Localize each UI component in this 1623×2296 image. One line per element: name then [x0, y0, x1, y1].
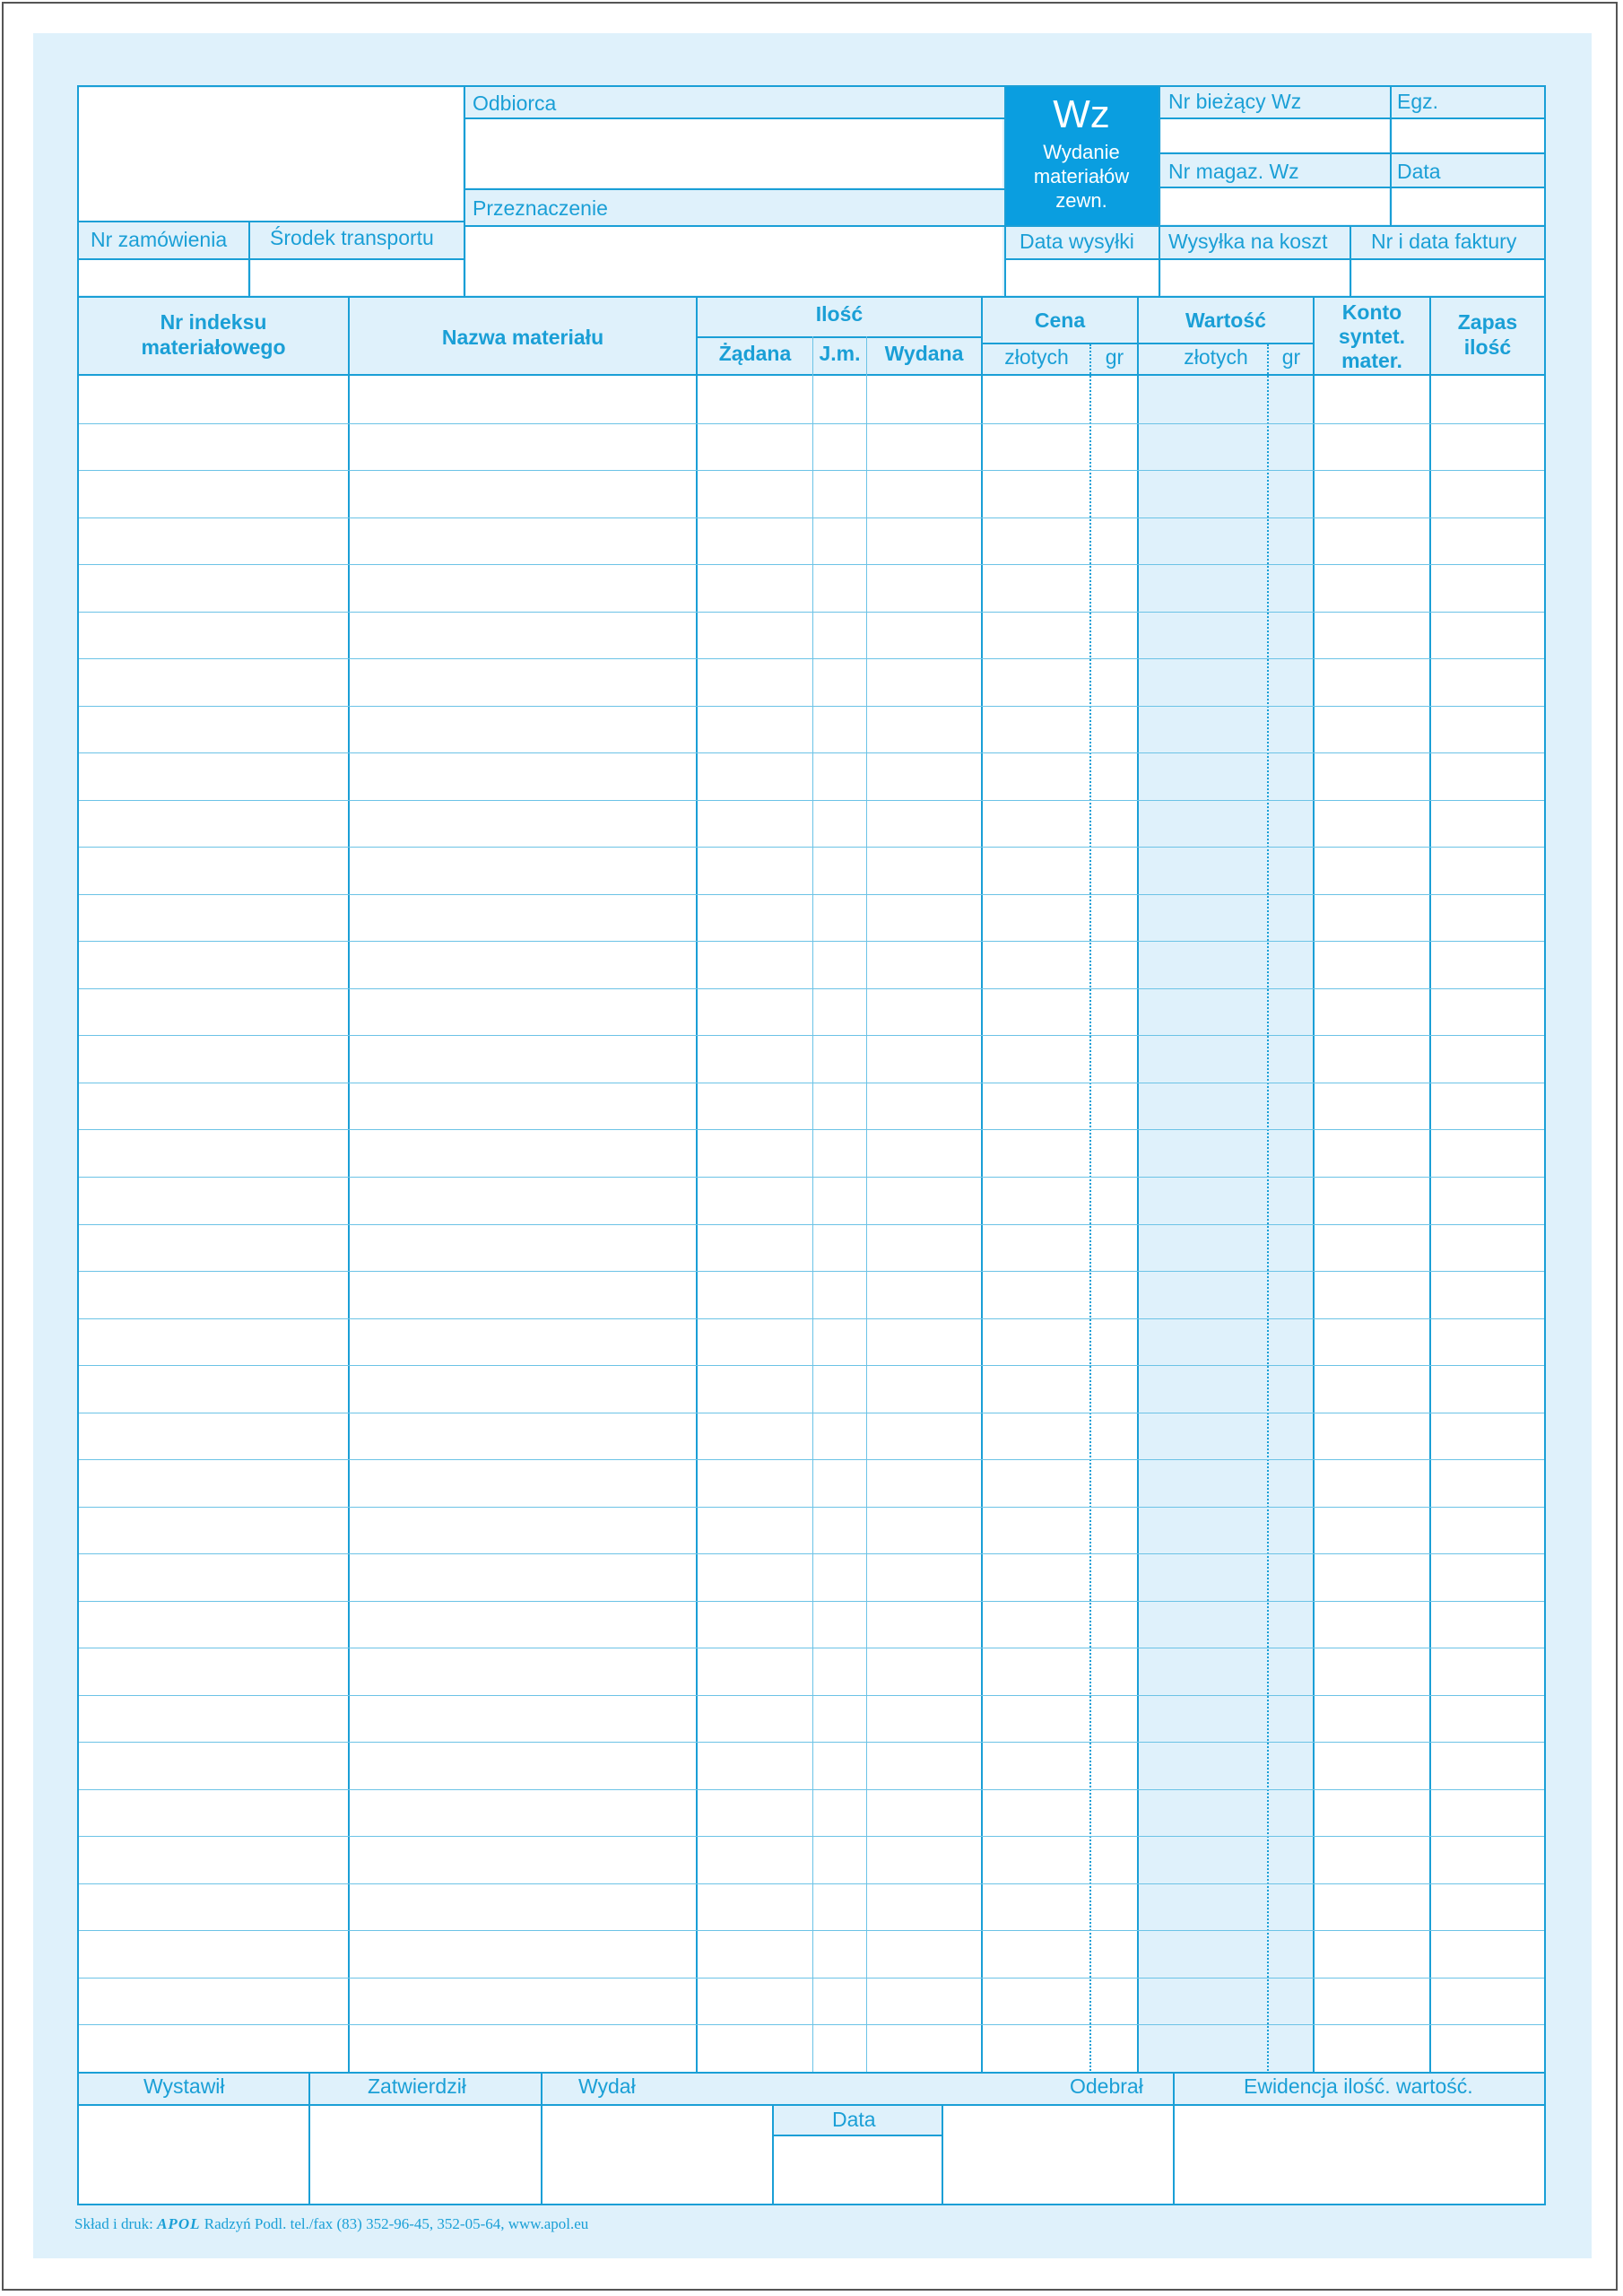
col-konto-3: mater.	[1341, 349, 1402, 372]
table-row-line	[79, 1978, 1544, 1979]
table-row-line	[79, 941, 1544, 942]
line	[77, 85, 79, 2205]
col-konto-2: syntet.	[1338, 325, 1406, 348]
przeznaczenie-label: Przeznaczenie	[473, 196, 608, 220]
egz-label: Egz.	[1397, 90, 1439, 113]
line	[1004, 258, 1546, 260]
form-subtitle-3: zewn.	[1055, 189, 1107, 212]
line	[464, 225, 1004, 227]
col-ilosc: Ilość	[815, 302, 864, 326]
line	[1089, 344, 1091, 2074]
line	[981, 343, 1313, 344]
line	[541, 2072, 542, 2205]
table-row-line	[79, 1883, 1544, 1884]
wystawil-label: Wystawił	[143, 2074, 225, 2098]
footer-prefix: Skład i druk:	[74, 2215, 153, 2232]
line	[248, 221, 250, 297]
data-wysylki-label: Data wysyłki	[1020, 230, 1134, 253]
line	[1390, 85, 1392, 225]
table-row-line	[79, 1930, 1544, 1931]
line	[1267, 344, 1269, 2074]
table-row-line	[79, 612, 1544, 613]
table-row-line	[79, 658, 1544, 659]
line	[1159, 152, 1546, 154]
apol-logo: APOL	[157, 2215, 201, 2232]
table-row-line	[79, 423, 1544, 424]
table-row-line	[79, 800, 1544, 801]
line	[981, 296, 983, 2074]
nr-magaz-field[interactable]	[1161, 188, 1389, 224]
line	[1313, 296, 1315, 2074]
odbiorca-field[interactable]	[466, 119, 1002, 187]
col-wydana: Wydana	[884, 342, 964, 365]
table-row-line	[79, 1836, 1544, 1837]
nr-magaz-label: Nr magaz. Wz	[1168, 160, 1299, 183]
table-row-line	[79, 1507, 1544, 1508]
line	[772, 2104, 774, 2205]
table-row-line	[79, 752, 1544, 753]
table-row-line	[79, 847, 1544, 848]
line	[1350, 225, 1351, 297]
wysylka-na-koszt-field[interactable]	[1161, 260, 1350, 295]
line	[77, 2072, 1546, 2074]
col-zapas-1: Zapas	[1457, 310, 1518, 334]
table-row-line	[79, 564, 1544, 565]
col-nr-indeksu-2: materiałowego	[141, 335, 286, 359]
line	[696, 296, 698, 2074]
line	[77, 258, 465, 260]
table-row-line	[79, 2024, 1544, 2025]
line	[696, 336, 981, 338]
bottom-data-label: Data	[832, 2108, 876, 2131]
nr-i-data-faktury-label: Nr i data faktury	[1371, 230, 1517, 253]
line	[77, 2104, 1546, 2106]
table-row-line	[79, 1601, 1544, 1602]
srodek-transportu-field[interactable]	[251, 260, 463, 295]
line	[942, 2104, 943, 2205]
line	[77, 2204, 1546, 2205]
ewidencja-label: Ewidencja ilość. wartość.	[1244, 2074, 1473, 2098]
col-jm: J.m.	[819, 342, 861, 365]
table-row-line	[79, 706, 1544, 707]
data-label: Data	[1397, 160, 1441, 183]
wydal-label: Wydał	[578, 2074, 636, 2098]
col-wartosc: Wartość	[1185, 309, 1266, 332]
line	[1159, 117, 1546, 119]
table-row-line	[79, 894, 1544, 895]
table-row-line	[79, 1365, 1544, 1366]
nr-biezacy-label: Nr bieżący Wz	[1168, 90, 1302, 113]
col-zapas-2: ilość	[1463, 335, 1512, 359]
line	[77, 85, 1546, 87]
odebral-label: Odebrał	[1070, 2074, 1143, 2098]
col-konto-1: Konto	[1341, 300, 1402, 324]
line	[1004, 85, 1006, 297]
line	[772, 2135, 943, 2136]
nr-zamowienia-label: Nr zamówienia	[91, 228, 228, 251]
line	[1544, 85, 1546, 2205]
col-nazwa: Nazwa materiału	[441, 326, 604, 349]
egz-field[interactable]	[1393, 119, 1544, 152]
table-row-line	[79, 517, 1544, 518]
wartosc-gr: gr	[1281, 345, 1301, 369]
wysylka-na-koszt-label: Wysyłka na koszt	[1168, 230, 1328, 253]
line	[1429, 296, 1431, 2074]
table-row-line	[79, 1035, 1544, 1036]
nr-zamowienia-field[interactable]	[79, 260, 247, 295]
przeznaczenie-field[interactable]	[466, 227, 1002, 295]
line	[77, 374, 1546, 376]
col-zadana: Żądana	[718, 342, 792, 365]
form-subtitle-2: materiałów	[1033, 165, 1130, 187]
table-row-line	[79, 1224, 1544, 1225]
zatwierdzil-label: Zatwierdził	[368, 2074, 466, 2098]
table-row-line	[79, 1271, 1544, 1272]
col-cena: Cena	[1034, 309, 1086, 332]
table-row-line	[79, 1789, 1544, 1790]
table-row-line	[79, 1459, 1544, 1460]
table-row-line	[79, 1742, 1544, 1743]
line	[348, 296, 350, 2074]
line	[308, 2072, 310, 2205]
nr-i-data-faktury-field[interactable]	[1352, 260, 1544, 295]
table-row-line	[79, 1318, 1544, 1319]
table-row-line	[79, 1553, 1544, 1554]
table-row-line	[79, 470, 1544, 471]
srodek-transportu-label: Środek transportu	[270, 226, 434, 249]
line	[1004, 225, 1546, 227]
line	[464, 188, 1004, 190]
line	[1173, 2072, 1175, 2205]
col-nr-indeksu-1: Nr indeksu	[160, 310, 267, 334]
wartosc-zlotych: złotych	[1184, 345, 1248, 369]
line	[1159, 187, 1546, 188]
printer-footer	[74, 2215, 588, 2233]
logo-area	[79, 88, 463, 222]
line	[464, 117, 1004, 119]
form-code: Wz	[1053, 92, 1110, 136]
cena-zlotych: złotych	[1004, 345, 1069, 369]
odbiorca-label: Odbiorca	[473, 91, 557, 115]
footer-text: Radzyń Podl. tel./fax (83) 352-96-45, 352-05-64, www.apol.eu	[204, 2215, 589, 2232]
form-subtitle-1: Wydanie	[1043, 141, 1120, 163]
data-wysylki-field[interactable]	[1006, 260, 1159, 295]
table-row-line	[79, 1177, 1544, 1178]
line	[77, 221, 465, 222]
line	[77, 296, 1546, 298]
data-field[interactable]	[1393, 188, 1544, 224]
table-row-line	[79, 988, 1544, 989]
cena-gr: gr	[1105, 345, 1124, 369]
line	[866, 336, 867, 2074]
nr-biezacy-field[interactable]	[1161, 119, 1389, 152]
table-row-line	[79, 1129, 1544, 1130]
line	[812, 336, 813, 2074]
table-row-line	[79, 1695, 1544, 1696]
form-code-box	[1004, 86, 1159, 225]
line	[1137, 296, 1139, 2074]
